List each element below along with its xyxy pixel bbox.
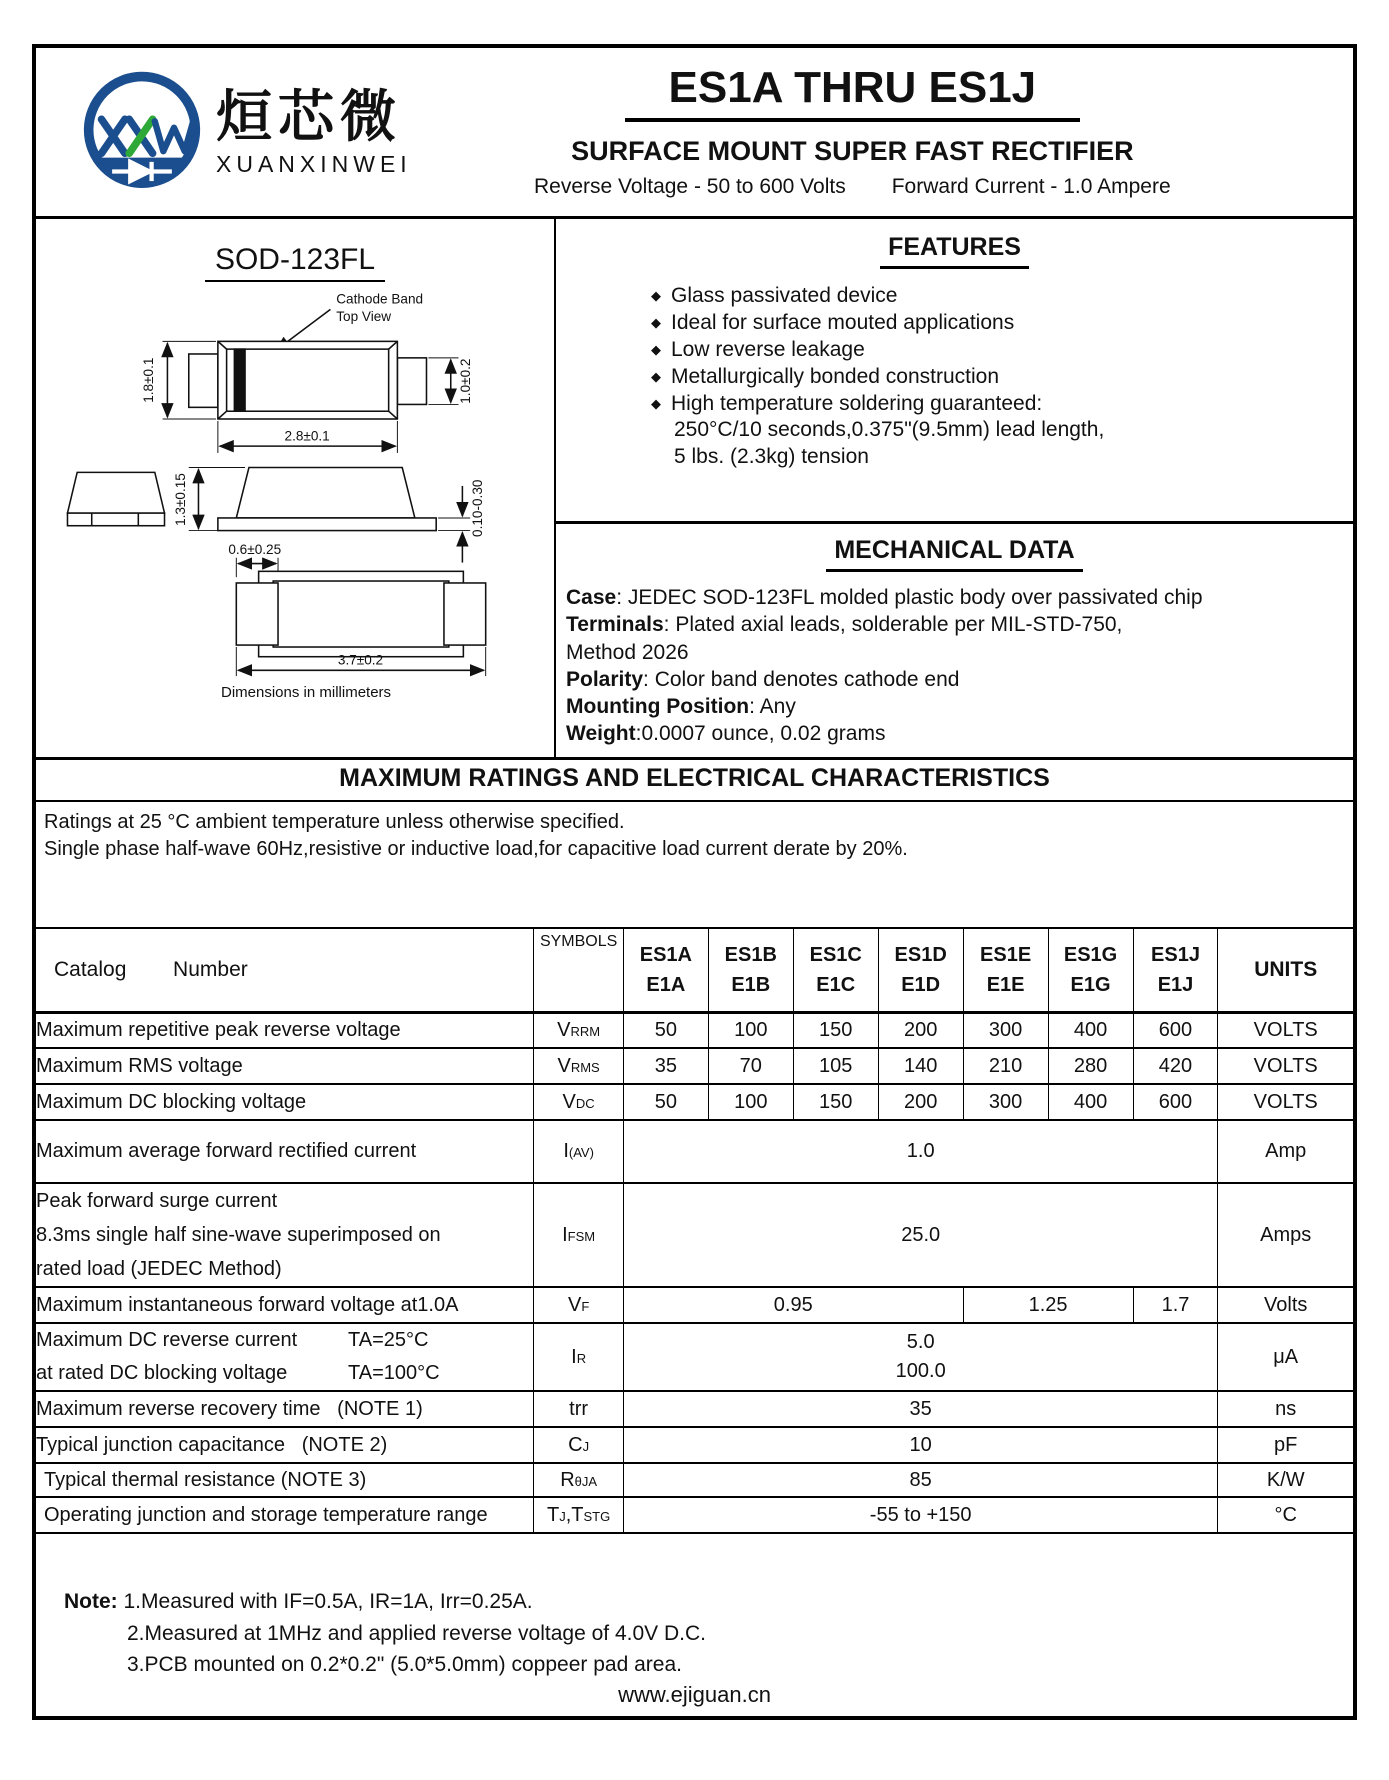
tagline-reverse-voltage: Reverse Voltage - 50 to 600 Volts <box>534 174 846 198</box>
title-block <box>412 65 1353 198</box>
datasheet-page <box>32 44 1357 1720</box>
note-line: Note: 1.Measured with IF=0.5A, IR=1A, Irr=0.25A. <box>64 1590 533 1613</box>
table-header-row <box>36 928 1353 1012</box>
part-alt-name: E1E <box>986 973 1025 996</box>
part-column-header <box>1048 928 1133 1012</box>
symbol-cell <box>534 1391 624 1427</box>
part-alt-name: E1D <box>901 973 941 996</box>
tagline <box>534 175 1171 199</box>
mechanical-heading: MECHANICAL DATA <box>826 536 1082 572</box>
diamond-bullet-icon: ◆ <box>651 341 661 357</box>
row-label-line: Typical junction capacitance (NOTE 2) <box>36 1433 388 1456</box>
row-label-cell <box>36 1012 534 1048</box>
row-condition: TA=100°C <box>348 1362 440 1384</box>
feature-text: Metallurgically bonded construction <box>671 364 1000 388</box>
package-drawing-panel <box>36 219 556 757</box>
value-line: 5.0 <box>906 1331 935 1353</box>
ratings-condition-2: Single phase half-wave 60Hz,resistive or inductive load,for capacitive load current derate by 20%. <box>44 838 908 860</box>
footer-url: www.ejiguan.cn <box>618 1682 771 1707</box>
symbol-segment: T <box>571 1503 584 1526</box>
value-cell: 200 <box>878 1084 963 1120</box>
row-label-line: Maximum DC blocking voltage <box>36 1090 307 1113</box>
unit-cell: ns <box>1218 1391 1353 1427</box>
row-label-text: at rated DC blocking voltage <box>36 1362 288 1384</box>
unit-cell: VOLTS <box>1218 1012 1353 1048</box>
table-row <box>36 1048 1353 1084</box>
symbol-segment: V <box>562 1090 576 1113</box>
symbol-segment: RMS <box>570 1059 600 1075</box>
dim-standoff: 0.10-0.30 <box>469 479 485 537</box>
part-alt-name: E1J <box>1157 973 1194 996</box>
row-label-cell <box>36 1120 534 1183</box>
symbol-segment: STG <box>583 1508 611 1524</box>
part-column-header <box>623 928 708 1012</box>
feature-text: Low reverse leakage <box>671 337 865 361</box>
symbol-cell <box>534 1323 624 1391</box>
unit-cell: Amp <box>1218 1120 1353 1183</box>
feature-item <box>651 337 1353 364</box>
value-cell: 300 <box>963 1084 1048 1120</box>
brand-text <box>216 84 412 177</box>
feature-item <box>651 310 1353 337</box>
row-label-line: Maximum repetitive peak reverse voltage <box>36 1018 401 1041</box>
symbol-cell <box>534 1497 624 1533</box>
symbol-segment: V <box>557 1054 571 1077</box>
row-label-cell <box>36 1497 534 1533</box>
spec-table <box>36 927 1353 1534</box>
diamond-bullet-icon: ◆ <box>651 368 661 384</box>
dim-lead-width: 1.0±0.2 <box>457 358 473 404</box>
symbol-cell <box>534 1183 624 1287</box>
value-cell: 1.25 <box>963 1287 1133 1323</box>
row-condition: TA=25°C <box>348 1329 429 1351</box>
mechanical-line <box>566 693 1353 720</box>
value-cell: 280 <box>1048 1048 1133 1084</box>
package-outline-drawing <box>43 288 548 680</box>
diamond-bullet-icon: ◆ <box>651 395 661 411</box>
logo-xxw-letters <box>101 119 193 153</box>
symbol-cell <box>534 1048 624 1084</box>
part-column-header <box>963 928 1048 1012</box>
unit-cell: μA <box>1218 1323 1353 1391</box>
value-cell: -55 to +150 <box>623 1497 1218 1533</box>
diamond-bullet-icon: ◆ <box>651 314 661 330</box>
row-label-line: Operating junction and storage temperature range <box>44 1503 488 1526</box>
part-column-header <box>878 928 963 1012</box>
symbol-segment: V <box>557 1018 571 1041</box>
symbol-cell <box>534 1287 624 1323</box>
feature-item <box>651 391 1353 418</box>
tagline-forward-current: Forward Current - 1.0 Ampere <box>891 174 1171 198</box>
unit-cell: °C <box>1218 1497 1353 1533</box>
features-list <box>651 283 1353 471</box>
note-label: Note: <box>64 1590 118 1613</box>
row-label-line: Maximum RMS voltage <box>36 1054 243 1077</box>
row-label-line: Maximum instantaneous forward voltage at1.0A <box>36 1293 459 1316</box>
mechanical-data-section <box>556 521 1353 757</box>
symbol-segment: DC <box>575 1095 595 1111</box>
row-label-cell <box>36 1463 534 1497</box>
note-line: 3.PCB mounted on 0.2*0.2" (5.0*5.0mm) coppeer pad area. <box>127 1653 682 1676</box>
part-name: ES1B <box>724 943 777 966</box>
part-alt-name: E1A <box>646 973 686 996</box>
mechanical-line <box>566 720 1353 747</box>
value-cell: 50 <box>623 1084 708 1120</box>
symbol-segment: R <box>576 1350 587 1366</box>
part-alt-name: E1C <box>816 973 856 996</box>
dimensions-footnote: Dimensions in millimeters <box>221 684 392 701</box>
header <box>36 48 1353 219</box>
note-line: 2.Measured at 1MHz and applied reverse voltage of 4.0V D.C. <box>127 1621 706 1645</box>
part-column-header <box>793 928 878 1012</box>
value-cell: 600 <box>1133 1012 1218 1048</box>
value-cell <box>623 1323 1218 1391</box>
feature-text: Glass passivated device <box>671 284 898 307</box>
units-header: UNITS <box>1218 928 1353 1012</box>
value-cell: 140 <box>878 1048 963 1084</box>
symbols-header: SYMBOLS <box>534 928 624 1012</box>
table-row <box>36 1012 1353 1048</box>
features-heading: FEATURES <box>880 233 1029 269</box>
mechanical-label: Case <box>566 586 617 609</box>
table-row <box>36 1287 1353 1323</box>
symbol-segment: (AV) <box>568 1145 594 1160</box>
mechanical-text: : Plated axial leads, solderable per MIL-STD-750, <box>663 613 1123 637</box>
value-cell: 400 <box>1048 1084 1133 1120</box>
mechanical-line <box>566 666 1353 693</box>
symbol-segment: C <box>568 1433 583 1456</box>
row-label-text: Maximum DC reverse current <box>36 1329 298 1351</box>
row-label-cell <box>36 1391 534 1427</box>
part-column-header <box>708 928 793 1012</box>
symbol-segment: J <box>559 1508 566 1524</box>
unit-cell: K/W <box>1218 1463 1353 1497</box>
symbol-segment: R <box>560 1468 575 1491</box>
dim-pad-width: 0.6±0.25 <box>227 541 281 557</box>
brand-name-cn: 烜芯微 <box>216 84 402 148</box>
unit-cell: VOLTS <box>1218 1048 1353 1084</box>
symbol-segment: θJA <box>574 1473 598 1489</box>
mechanical-label: Mounting Position <box>566 695 750 719</box>
dim-overall-length: 3.7±0.2 <box>337 652 383 668</box>
table-row <box>36 1084 1353 1120</box>
value-cell: 600 <box>1133 1084 1218 1120</box>
mechanical-label: Terminals <box>566 613 664 637</box>
symbol-segment: I <box>563 1140 569 1162</box>
value-cell: 35 <box>623 1391 1218 1427</box>
mechanical-text: : Any <box>749 695 796 719</box>
value-cell: 400 <box>1048 1012 1133 1048</box>
value-cell: 10 <box>623 1427 1218 1463</box>
feature-text: Ideal for surface mouted applications <box>671 310 1015 334</box>
part-name: ES1E <box>980 943 1032 966</box>
features-section <box>556 219 1353 521</box>
row-label-cell <box>36 1183 534 1287</box>
ratings-heading: MAXIMUM RATINGS AND ELECTRICAL CHARACTERISTICS <box>36 760 1353 802</box>
symbol-segment: trr <box>569 1397 589 1420</box>
mechanical-label: Weight <box>566 722 636 746</box>
row-label-line: Maximum average forward rectified current <box>36 1140 417 1162</box>
table-row <box>36 1497 1353 1533</box>
part-column-header <box>1133 928 1218 1012</box>
mechanical-line <box>566 584 1353 611</box>
unit-cell: Volts <box>1218 1287 1353 1323</box>
symbol-segment: RRM <box>570 1023 601 1039</box>
symbol-cell <box>534 1012 624 1048</box>
table-row <box>36 1323 1353 1391</box>
dim-body-length: 2.8±0.1 <box>284 428 330 444</box>
ratings-condition-1: Ratings at 25 °C ambient temperature unless otherwise specified. <box>44 811 625 833</box>
symbol-segment: T <box>547 1503 560 1526</box>
value-cell: 210 <box>963 1048 1048 1084</box>
symbol-segment: , <box>565 1503 572 1526</box>
part-name: ES1A <box>639 943 692 966</box>
table-row <box>36 1427 1353 1463</box>
value-cell: 300 <box>963 1012 1048 1048</box>
symbol-cell <box>534 1120 624 1183</box>
symbol-segment: V <box>567 1293 582 1316</box>
unit-cell: pF <box>1218 1427 1353 1463</box>
mechanical-line <box>566 639 1353 666</box>
value-cell: 105 <box>793 1048 878 1084</box>
middle-section <box>36 219 1353 760</box>
value-line: 100.0 <box>895 1360 946 1382</box>
row-label-line: Maximum reverse recovery time (NOTE 1) <box>36 1397 423 1420</box>
page-subtitle: SURFACE MOUNT SUPER FAST RECTIFIER <box>571 135 1134 166</box>
row-label-cell <box>36 1427 534 1463</box>
row-label-cell <box>36 1287 534 1323</box>
row-label-line: rated load (JEDEC Method) <box>36 1258 282 1280</box>
right-column <box>556 219 1353 757</box>
value-cell: 1.7 <box>1133 1287 1218 1323</box>
value-cell: 50 <box>623 1012 708 1048</box>
cathode-band-callout: Cathode Band <box>335 291 423 307</box>
row-label-line <box>36 1324 533 1357</box>
table-row <box>36 1391 1353 1427</box>
value-cell: 200 <box>878 1012 963 1048</box>
value-cell: 100 <box>708 1012 793 1048</box>
value-cell: 70 <box>708 1048 793 1084</box>
value-cell: 85 <box>623 1463 1218 1497</box>
table-row <box>36 1183 1353 1287</box>
row-label-line: 8.3ms single half sine-wave superimposed on <box>36 1224 441 1246</box>
table-body <box>36 1012 1353 1533</box>
value-cell: 1.0 <box>623 1120 1218 1183</box>
part-name: ES1J <box>1151 943 1200 966</box>
part-alt-name: E1G <box>1070 973 1111 996</box>
mechanical-text: : JEDEC SOD-123FL molded plastic body over passivated chip <box>616 586 1203 609</box>
row-label-line: Typical thermal resistance (NOTE 3) <box>44 1468 367 1491</box>
unit-cell: Amps <box>1218 1183 1353 1287</box>
mechanical-line <box>566 611 1353 638</box>
symbol-segment: F <box>581 1298 590 1314</box>
symbol-cell <box>534 1463 624 1497</box>
value-cell: 150 <box>793 1012 878 1048</box>
value-cell: 0.95 <box>623 1287 963 1323</box>
value-cell: 35 <box>623 1048 708 1084</box>
row-label-cell <box>36 1084 534 1120</box>
value-cell: 420 <box>1133 1048 1218 1084</box>
feature-text: High temperature soldering guaranteed: <box>671 391 1043 415</box>
notes-block <box>64 1586 1353 1681</box>
value-cell: 100 <box>708 1084 793 1120</box>
row-label-line: Peak forward surge current <box>36 1190 278 1212</box>
symbol-segment: FSM <box>567 1228 596 1244</box>
feature-item <box>651 364 1353 391</box>
package-name: SOD-123FL <box>205 243 385 282</box>
mechanical-lines <box>566 584 1353 748</box>
table-row <box>36 1463 1353 1497</box>
feature-continuation: 5 lbs. (2.3kg) tension <box>674 445 869 469</box>
feature-continuation: 250°C/10 seconds,0.375"(9.5mm) lead length, <box>674 418 1105 442</box>
row-label-line <box>36 1357 533 1390</box>
symbol-segment: I <box>562 1223 568 1246</box>
mechanical-text: : Color band denotes cathode end <box>643 667 960 691</box>
mechanical-text: Method 2026 <box>566 640 689 664</box>
top-view-callout: Top View <box>335 308 391 324</box>
row-label-cell <box>36 1048 534 1084</box>
part-name: ES1G <box>1063 943 1118 966</box>
diamond-bullet-icon: ◆ <box>651 288 661 303</box>
table-row <box>36 1120 1353 1183</box>
dim-body-width: 1.8±0.1 <box>140 357 156 403</box>
symbol-segment: I <box>571 1345 577 1368</box>
catalog-number-header: Catalog Number <box>36 928 534 1012</box>
row-label-cell <box>36 1323 534 1391</box>
value-cell: 150 <box>793 1084 878 1120</box>
dim-height: 1.3±0.15 <box>172 473 188 526</box>
mechanical-text: :0.0007 ounce, 0.02 grams <box>635 722 886 746</box>
unit-cell: VOLTS <box>1218 1084 1353 1120</box>
part-alt-name: E1B <box>731 973 771 996</box>
symbol-segment: J <box>582 1438 590 1454</box>
symbol-cell <box>534 1084 624 1120</box>
symbol-cell <box>534 1427 624 1463</box>
value-cell: 25.0 <box>623 1183 1218 1287</box>
mechanical-label: Polarity <box>566 667 644 691</box>
part-name: ES1C <box>809 943 862 966</box>
company-logo <box>78 68 206 196</box>
page-title: ES1A THRU ES1J <box>625 65 1081 121</box>
ratings-conditions <box>36 802 1353 863</box>
feature-item <box>651 283 1353 310</box>
brand-block <box>36 68 412 196</box>
brand-name-en: XUANXINWEI <box>216 150 412 177</box>
part-name: ES1D <box>894 943 947 966</box>
